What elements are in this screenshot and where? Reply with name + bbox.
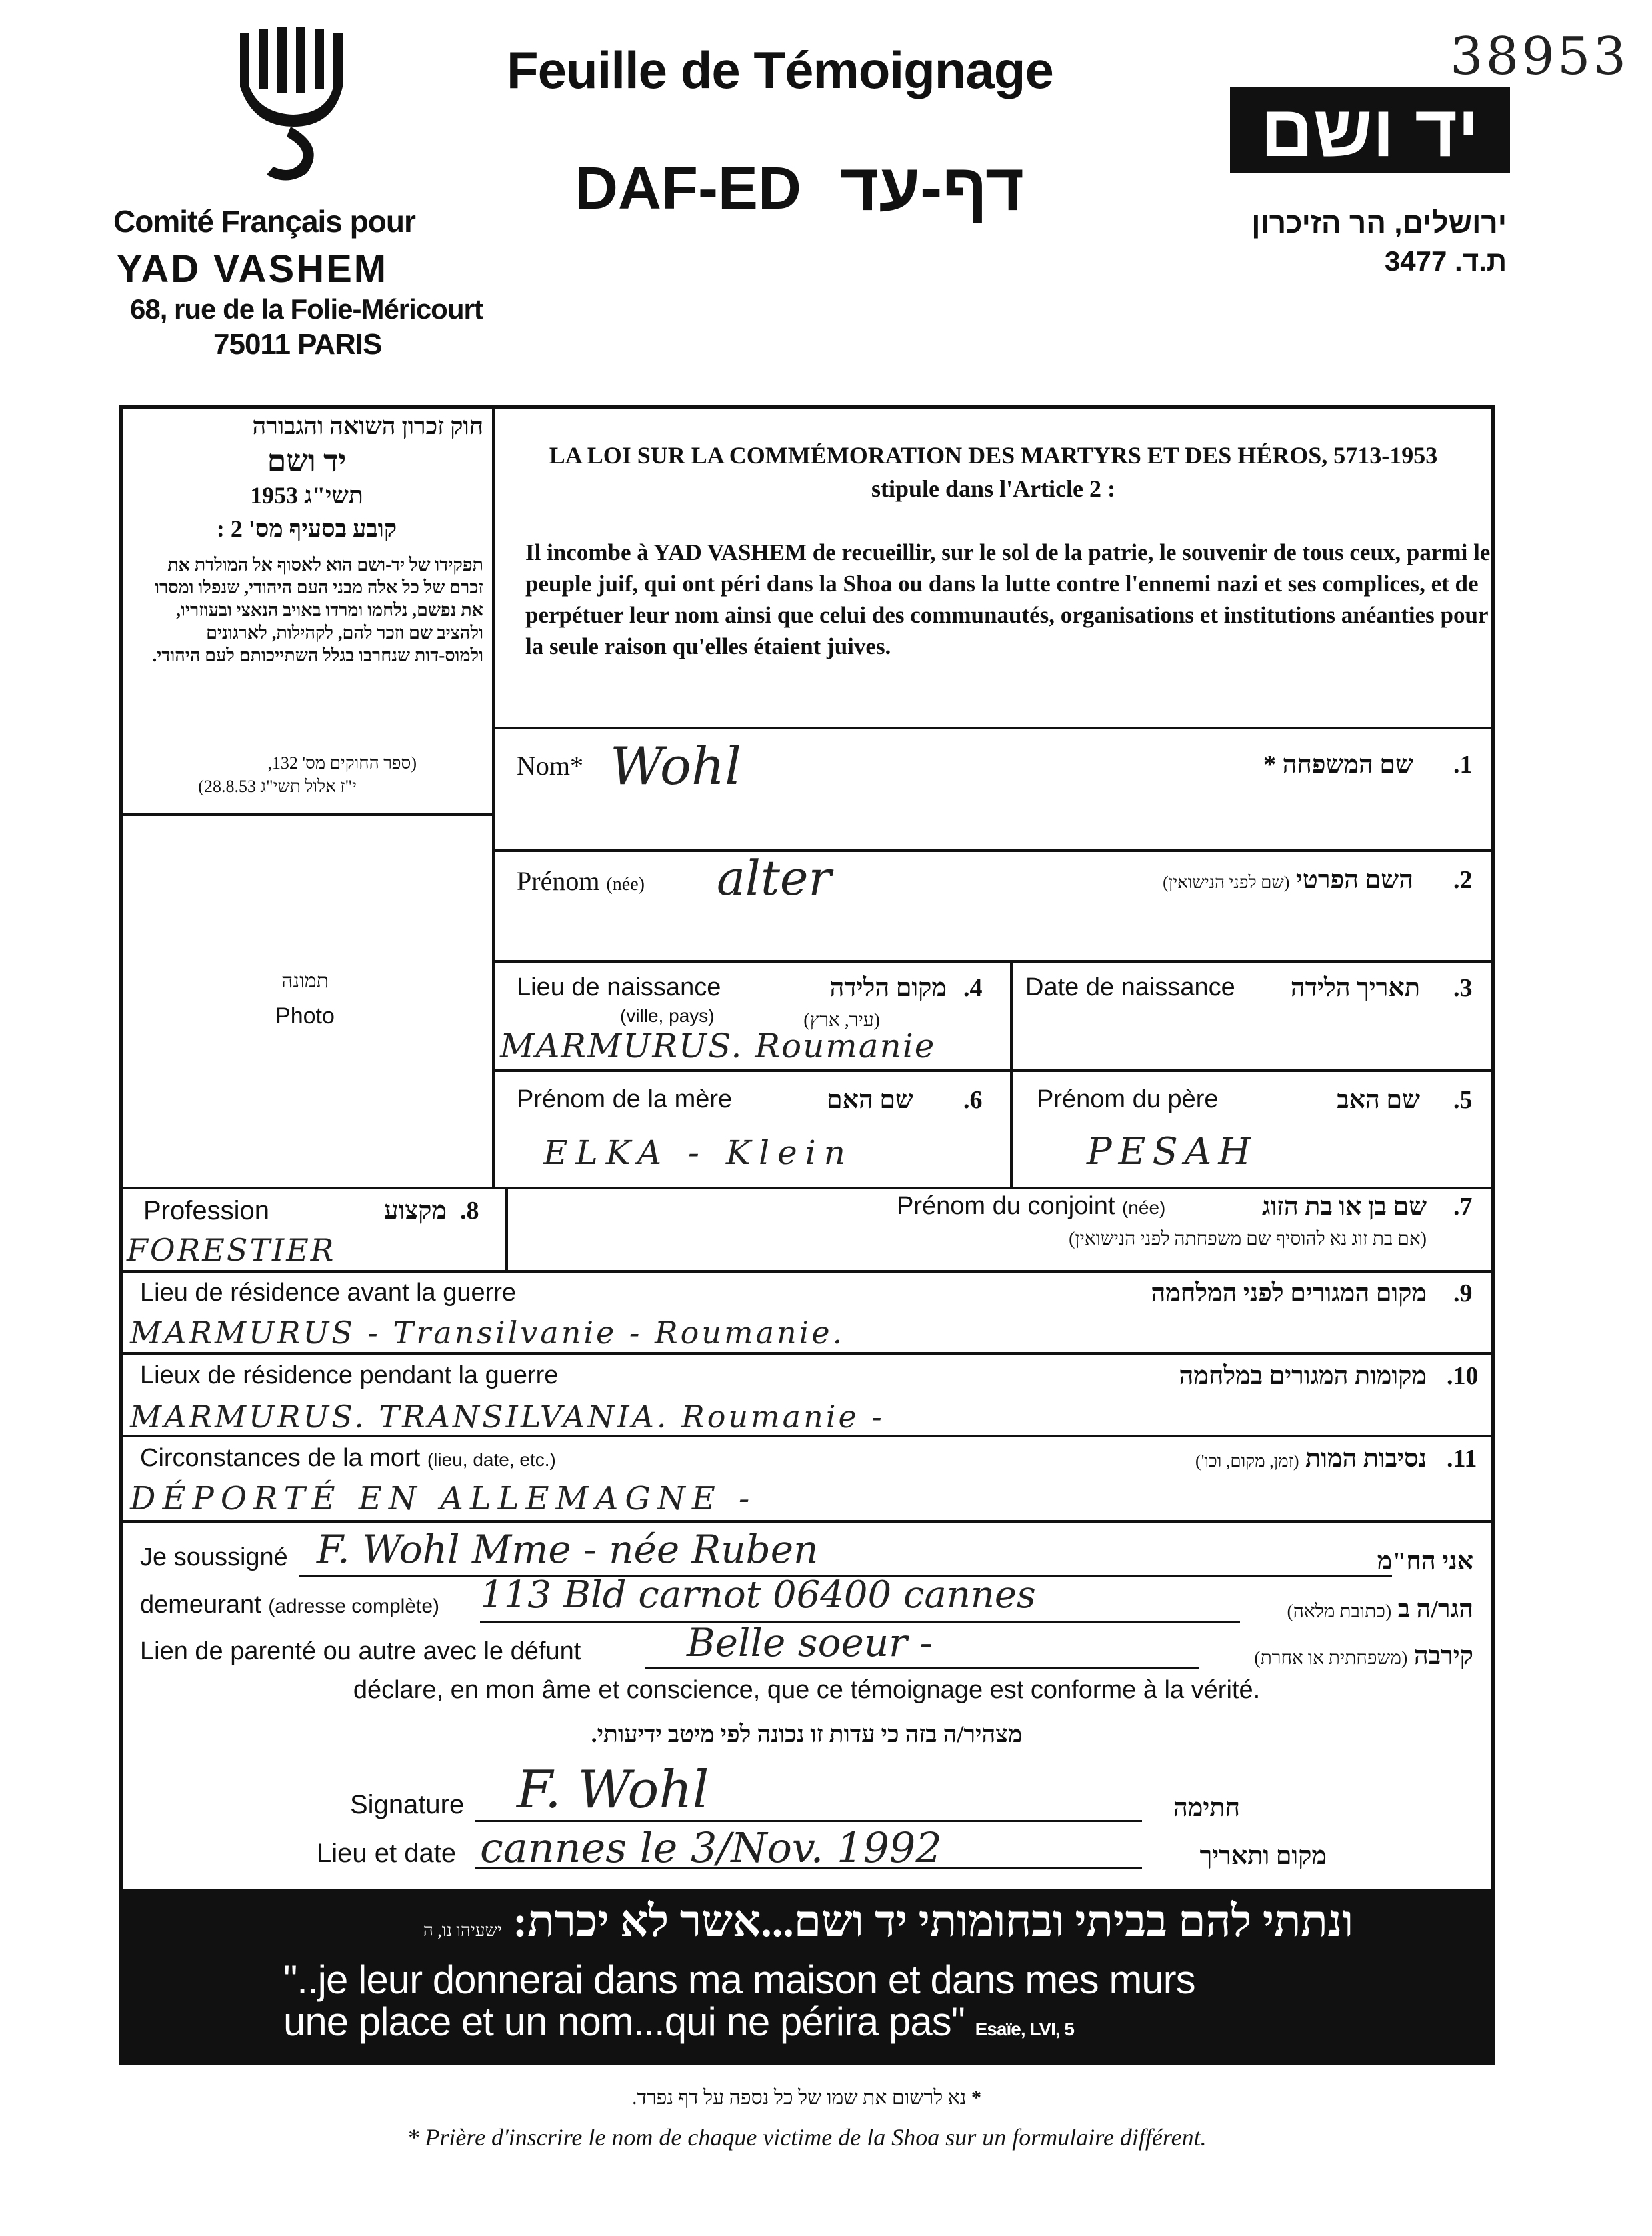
soussigne-value[interactable]: F. Wohl Mme - née Ruben xyxy=(317,1527,819,1572)
sidebar-law-body: תפקידו של יד-ושם הוא לאסוף אל המולדת את זכרם של כל אלה מבני העם היהודי, שנפלו ומסרו את נפשם, נלחמו ומרדו באויב הנאצי ובעוזריו, ולהציב שם וזכר להם, לקהילות, לארגונים ולמוס-דות שנחרבו בגלל השתייכותם לעם היהודי. xyxy=(152,555,483,665)
demeurant-hebrew-text: הגר/ה ב xyxy=(1397,1595,1473,1623)
jerusalem-line: ירושלים, הר הזיכרון xyxy=(1251,207,1507,239)
circonstances-num: .11 xyxy=(1447,1445,1477,1473)
residence-pendant-value[interactable]: MARMURUS. TRANSILVANIA. Roumanie - xyxy=(130,1399,885,1435)
declare-fr: déclare, en mon âme et conscience, que ce témoignage est conforme à la vérité. xyxy=(353,1676,1261,1704)
residence-avant-num: .9 xyxy=(1453,1279,1473,1307)
sidebar-law-year: תשי"ג 1953 xyxy=(250,482,363,509)
residence-pendant-hebrew: מקומות המגורים במלחמה xyxy=(1179,1362,1427,1390)
residence-avant-label: Lieu de résidence avant la guerre xyxy=(140,1279,517,1307)
prenom-hebrew-text: השם הפרטי xyxy=(1295,866,1413,894)
prenom-pere-value[interactable]: PESAH xyxy=(1087,1130,1258,1173)
prenom-mere-label: Prénom de la mère xyxy=(517,1085,733,1113)
conjoint-hebrew: שם בן או בת הזוג xyxy=(1262,1193,1427,1221)
soussigne-hebrew: אני הח"מ xyxy=(1377,1547,1473,1575)
row-divider-9 xyxy=(119,1270,1495,1273)
banner-line2 xyxy=(283,1999,1074,2045)
prenom-mere-hebrew: שם האם xyxy=(826,1086,913,1114)
prenom-label-small: (née) xyxy=(606,874,645,895)
lien-label: Lien de parenté ou autre avec le défunt xyxy=(140,1637,581,1665)
prenom-pere-num: .5 xyxy=(1453,1086,1473,1114)
residence-pendant-num: .10 xyxy=(1447,1362,1479,1390)
row-divider-11 xyxy=(119,1435,1495,1437)
sidebar-law-citation2: י"ז אלול תשי"ג 28.8.53) xyxy=(198,777,357,796)
conjoint-num: .7 xyxy=(1453,1193,1473,1221)
lieu-naissance-sub: (ville, pays) xyxy=(620,1005,715,1026)
nom-label: Nom* xyxy=(517,751,583,781)
photo-hebrew-label: תמונה xyxy=(281,970,329,992)
signature-label: Signature xyxy=(350,1790,465,1819)
profession-hebrew: מקצוע xyxy=(384,1197,447,1225)
signature-value[interactable]: F. Wohl xyxy=(517,1760,709,1820)
prenom-hebrew-small: (שם לפני הנישואין) xyxy=(1163,873,1290,892)
lieu-naissance-value[interactable]: MARMURUS. Roumanie xyxy=(500,1027,936,1065)
lien-value[interactable]: Belle soeur - xyxy=(687,1620,933,1665)
prenom-hebrew-label xyxy=(1067,865,1413,895)
banner-line1: "..je leur donnerai dans ma maison et dans mes murs xyxy=(283,1957,1195,2002)
row-divider-11b xyxy=(119,1520,1495,1523)
org-line2: YAD VASHEM xyxy=(117,247,389,291)
row-divider-56 xyxy=(492,1069,1495,1072)
profession-value[interactable]: FORESTIER xyxy=(127,1232,336,1268)
org-city: 75011 PARIS xyxy=(213,328,382,361)
profession-label: Profession xyxy=(143,1196,269,1225)
form-title: Feuille de Témoignage xyxy=(507,41,1053,99)
lien-line xyxy=(645,1667,1199,1669)
sidebar-split xyxy=(119,813,492,816)
footer-french: * Prière d'inscrire le nom de chaque victime de la Shoa sur un formulaire différent. xyxy=(407,2124,1207,2151)
lien-hebrew-small: (משפחתית או אחרת) xyxy=(1254,1648,1408,1669)
nom-hebrew-label: שם המשפחה * xyxy=(1263,751,1413,779)
law-body: Il incombe à YAD VASHEM de recueillir, sur le sol de la patrie, le souvenir de tous ceux, parmi le peuple juif, qui ont péri dans la Shoa ou dans la lutte contre l'ennemi nazi et ses complices, et de perpétuer leur nom ainsi que celui des communautés, organisations et institutions anéanties pour la seule raison qu'elles étaient juives. xyxy=(525,539,1491,659)
date-naissance-hebrew: תאריך הלידה xyxy=(1290,974,1420,1002)
residence-pendant-label: Lieux de résidence pendant la guerre xyxy=(140,1361,559,1389)
daf-ed-title: DAF-ED xyxy=(575,155,801,222)
signature-line xyxy=(475,1820,1142,1822)
nom-num: .1 xyxy=(1453,751,1473,779)
lieu-naissance-num: .4 xyxy=(963,974,983,1002)
prenom-pere-hebrew: שם האב xyxy=(1337,1086,1420,1114)
circonstances-hebrew-text: נסיבות המות xyxy=(1305,1445,1427,1473)
stamp-number: 38953 xyxy=(1450,27,1629,87)
banner-hebrew-text: ונתתי להם בביתי ובחומותי יד ושם...אשר לא יכרת xyxy=(527,1897,1353,1946)
conjoint-label xyxy=(897,1192,1165,1221)
menorah-logo xyxy=(227,27,360,193)
prenom-label-text: Prénom xyxy=(517,866,600,896)
col-divider-78 xyxy=(505,1187,508,1270)
row-divider-78 xyxy=(119,1187,1495,1189)
demeurant-label-small: (adresse complète) xyxy=(268,1595,440,1617)
signature-hebrew: חתימה xyxy=(1173,1794,1240,1822)
sidebar-law-title: חוק זכרון השואה והגבורה xyxy=(252,413,483,439)
lieu-date-value[interactable]: cannes le 3/Nov. 1992 xyxy=(480,1823,942,1872)
org-address: 68, rue de la Folie-Méricourt xyxy=(130,293,483,325)
footer-hebrew-star: * xyxy=(971,2087,982,2109)
soussigne-label: Je soussigné xyxy=(140,1543,288,1571)
lien-hebrew-text: קירבה xyxy=(1413,1642,1473,1670)
po-box: ת.ד. 3477 xyxy=(1384,245,1507,277)
footer-hebrew-text: נא לרשום את שמו של כל נספה על דף נפרד. xyxy=(631,2087,967,2109)
conjoint-label-small: (née) xyxy=(1121,1197,1166,1218)
profession-num: .8 xyxy=(460,1197,479,1225)
prenom-label xyxy=(517,865,645,897)
sidebar-law-article: קובע בסעיף מס' 2 : xyxy=(216,515,397,542)
col-divider-34 xyxy=(1010,960,1013,1188)
prenom-pere-label: Prénom du père xyxy=(1037,1085,1219,1113)
demeurant-hebrew-small: (כתובת מלאה) xyxy=(1287,1601,1392,1622)
residence-avant-hebrew: מקום המגורים לפני המלחמה xyxy=(1151,1279,1427,1307)
circonstances-label-text: Circonstances de la mort xyxy=(140,1444,421,1472)
yad-vashem-logo-text: יד ושם xyxy=(1260,90,1480,172)
sidebar-law-citation1: (ספר החוקים מס' 132, xyxy=(267,753,417,773)
sidebar-law-name: יד ושם xyxy=(267,444,347,478)
lien-hebrew xyxy=(1200,1641,1473,1671)
prenom-mere-num: .6 xyxy=(963,1086,983,1114)
nom-value[interactable]: Wohl xyxy=(610,737,742,797)
banner-ref: Esaïe, LVI, 5 xyxy=(975,2019,1074,2039)
demeurant-hebrew xyxy=(1240,1595,1473,1624)
prenom-value[interactable]: alter xyxy=(717,850,831,906)
lieu-date-label: Lieu et date xyxy=(317,1839,457,1868)
daf-ed-hebrew: דף-עד xyxy=(840,150,1025,225)
lieu-date-hebrew: מקום ותאריך xyxy=(1199,1842,1327,1870)
lieu-naissance-label: Lieu de naissance xyxy=(517,973,721,1001)
circonstances-hebrew xyxy=(1067,1444,1427,1473)
row-divider-10 xyxy=(119,1352,1495,1355)
circonstances-label-small: (lieu, date, etc.) xyxy=(427,1449,556,1470)
date-naissance-label: Date de naissance xyxy=(1025,973,1235,1001)
circonstances-hebrew-small: (זמן, מקום, וכו') xyxy=(1195,1451,1299,1471)
conjoint-hebrew-sub: (אם בת זוג נא להוסיף שם משפחתה לפני הנישואין) xyxy=(1069,1229,1427,1249)
photo-label: Photo xyxy=(275,1003,335,1029)
conjoint-label-text: Prénom du conjoint xyxy=(897,1192,1115,1220)
residence-avant-value[interactable]: MARMURUS - Transilvanie - Roumanie. xyxy=(130,1315,845,1351)
circonstances-value[interactable]: DÉPORTÉ EN ALLEMAGNE - xyxy=(130,1480,757,1517)
footer-hebrew xyxy=(120,2087,1493,2109)
banner-line2-text: une place et un nom...qui ne périra pas" xyxy=(283,1999,965,2044)
declare-he: מצהיר/ה בזה כי עדות זו נכונה לפי מיטב ידיעותי. xyxy=(591,1721,1023,1747)
prenom-num: .2 xyxy=(1453,866,1473,894)
law-subtitle: stipule dans l'Article 2 : xyxy=(871,475,1115,502)
law-title: LA LOI SUR LA COMMÉMORATION DES MARTYRS ET DES HÉROS, 5713-1953 xyxy=(549,442,1438,469)
demeurant-label-text: demeurant xyxy=(140,1591,261,1619)
prenom-bottom xyxy=(492,960,1495,963)
date-naissance-num: .3 xyxy=(1453,974,1473,1002)
demeurant-value[interactable]: 113 Bld carnot 06400 cannes xyxy=(480,1573,1036,1617)
banner-hebrew: ונתתי להם בביתי ובחומותי יד ושם...אשר לא יכרת: ישעיהו נו, ה xyxy=(423,1897,1353,1946)
demeurant-label xyxy=(140,1591,439,1619)
banner-hebrew-ref: ישעיהו נו, ה xyxy=(423,1921,502,1940)
org-line1: Comité Français pour xyxy=(113,204,415,239)
lieu-naissance-hebrew: מקום הלידה xyxy=(829,974,947,1002)
prenom-mere-value[interactable]: ELKA - Klein xyxy=(543,1133,853,1172)
lieu-naissance-hebrew-sub: (עיר, ארץ) xyxy=(803,1010,880,1031)
circonstances-label xyxy=(140,1444,556,1473)
